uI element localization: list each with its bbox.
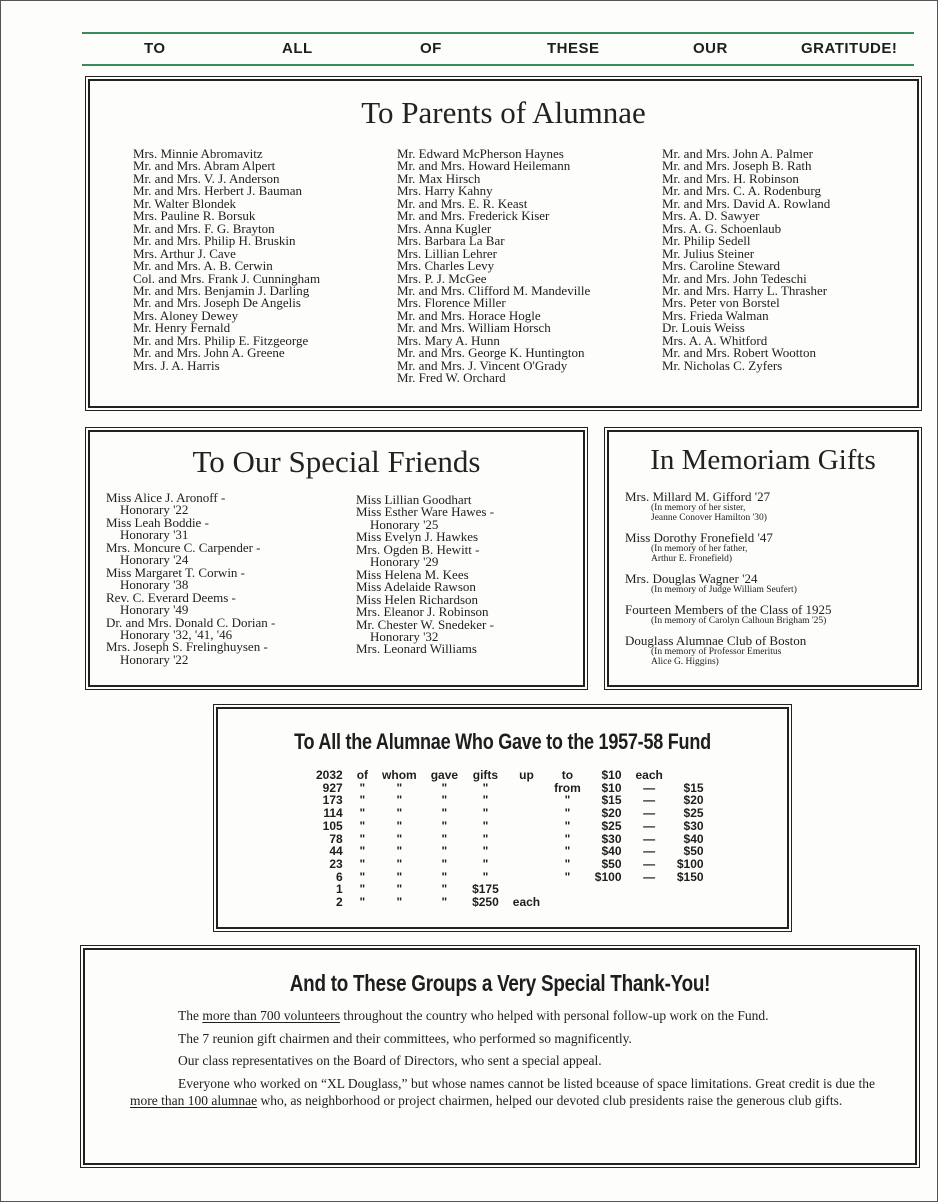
parent-name: Mr. and Mrs. David A. Rowland [662, 195, 831, 211]
fund-count: 173 [322, 793, 343, 808]
parent-name: Mr. and Mrs. F. G. Brayton [133, 220, 275, 236]
friend-name: Miss Adelaide Rawson [356, 579, 476, 595]
fund-count: 1 [336, 882, 343, 897]
parent-name: Mrs. Arthur J. Cave [133, 245, 236, 261]
parent-name: Mr. and Mrs. E. R. Keast [397, 195, 528, 211]
paragraph-reunion: The 7 reunion gift chairmen and their committees, who performed so magnificently. [178, 1030, 632, 1046]
fund-count: 2032 [316, 768, 343, 782]
fund-count: 114 [323, 806, 343, 821]
fund-word: " [441, 831, 448, 846]
fund-word: " [359, 844, 366, 859]
banner-word: ALL [282, 40, 313, 57]
parent-name: Mr. and Mrs. Robert Wootton [662, 345, 816, 361]
fund-dash: each [635, 768, 663, 782]
fund-amount-high: $20 [683, 793, 704, 808]
parent-name: Mr. Walter Blondek [133, 195, 237, 211]
memoriam-note: (In memory of Judge William Seufert) [651, 585, 797, 595]
fund-dash: — [643, 844, 656, 859]
parent-name: Mr. Max Hirsch [397, 170, 481, 186]
parent-name: Mrs. Caroline Steward [662, 258, 781, 274]
fund-amount-low: $15 [601, 793, 622, 808]
fund-word: " [564, 856, 571, 871]
fund-word: $175 [472, 882, 499, 897]
parent-name: Mrs. Pauline R. Borsuk [133, 208, 256, 224]
fund-word: " [564, 844, 571, 859]
volunteers-underline: more than 700 volunteers [202, 1008, 340, 1023]
parent-name: Mr. and Mrs. Abram Alpert [133, 158, 276, 174]
text: who, as neighborhood or project chairmen, helped our devoted club presidents raise the generous club gifts. [257, 1093, 843, 1108]
memoriam-donor: Miss Dorothy Fronefield '47 [625, 530, 773, 545]
memoriam-entry [625, 490, 832, 523]
parent-name: Mr. and Mrs. Howard Heilemann [397, 158, 571, 174]
fund-word: " [564, 793, 571, 808]
parent-name: Mr. and Mrs. V. J. Anderson [133, 170, 280, 186]
friend-name: Miss Leah Boddie - [106, 514, 209, 530]
fund-word: " [396, 882, 403, 897]
friend-name: Miss Alice J. Aronoff - [106, 490, 226, 505]
fund-word [506, 858, 547, 871]
fund-word: " [396, 844, 403, 859]
parent-name: Mr. and Mrs. Herbert J. Bauman [133, 183, 302, 199]
fund-row [316, 820, 711, 833]
parent-name: Mr. Philip Sedell [662, 233, 751, 249]
fund-word: " [441, 844, 448, 859]
fund-word [506, 794, 547, 807]
fund-word: " [482, 818, 489, 833]
fund-word: " [482, 806, 489, 821]
fund-word [506, 820, 547, 833]
fund-word: " [359, 793, 366, 808]
paragraph-xl-douglass [130, 1075, 875, 1110]
fund-word: " [359, 831, 366, 846]
friend-name: Rev. C. Everard Deems - [106, 589, 236, 605]
parent-name: Mrs. A. A. Whitford [662, 332, 768, 348]
fund-amount-low: $10 [601, 780, 622, 795]
parent-name: Mr. and Mrs. John A. Greene [133, 345, 285, 361]
parent-name: Mr. and Mrs. John A. Palmer [662, 146, 813, 161]
fund-amount-high: $50 [683, 844, 704, 859]
friends-column-2 [356, 494, 494, 656]
fund-word: whom [382, 768, 417, 782]
memoriam-entry [625, 572, 832, 595]
friend-honorary: Honorary '32 [370, 628, 439, 644]
parent-name: Mrs. Anna Kugler [397, 220, 492, 236]
fund-dash: — [643, 780, 656, 795]
friend-name: Mrs. Leonard Williams [356, 641, 477, 657]
fund-word: " [482, 780, 489, 795]
friends-box [88, 430, 585, 687]
fund-amount-high: $25 [683, 806, 704, 821]
banner-word: OUR [693, 40, 728, 57]
alumnae-underline: more than 100 alumnae [130, 1093, 258, 1108]
fund-word: " [441, 856, 448, 871]
fund-word [506, 833, 547, 846]
friend-name: Mr. Chester W. Snedeker - [356, 616, 494, 632]
fund-word: " [482, 831, 489, 846]
fund-word [506, 871, 547, 884]
fund-amount-low: $100 [594, 869, 622, 884]
parent-name: Mrs. Aloney Dewey [133, 307, 239, 323]
fund-word: to [561, 768, 574, 782]
parents-box [88, 79, 919, 408]
parent-name: Mr. and Mrs. J. Vincent O'Grady [397, 357, 568, 373]
parent-name: Mr. and Mrs. William Horsch [397, 320, 551, 336]
memoriam-box [607, 430, 919, 687]
parent-name: Mr. and Mrs. Frederick Kiser [397, 208, 550, 224]
fund-word: " [359, 869, 366, 884]
parents-title: To Parents of Alumnae [361, 95, 646, 130]
parent-name: Mrs. A. G. Schoenlaub [662, 220, 782, 236]
friend-honorary: Honorary '22 [120, 651, 189, 667]
memoriam-note: (In memory of her father, [651, 544, 748, 554]
fund-word: up [519, 768, 534, 782]
friend-name: Mrs. Moncure C. Carpender - [106, 539, 261, 555]
parent-name: Mrs. Barbara La Bar [397, 233, 505, 249]
fund-word: " [396, 895, 403, 910]
parents-column-1 [133, 148, 320, 372]
fund-count: 44 [329, 844, 343, 859]
friend-name: Miss Esther Ware Hawes - [356, 504, 495, 520]
fund-dash: — [643, 831, 656, 846]
fund-amount-high: $30 [683, 818, 704, 833]
fund-word: " [441, 818, 448, 833]
memoriam-note: Arthur E. Fronefield) [651, 554, 732, 564]
fund-amount-low [588, 896, 629, 909]
fund-box [216, 707, 789, 929]
parent-name: Mr. and Mrs. Philip H. Bruskin [133, 233, 296, 249]
parent-name: Mr. and Mrs. Horace Hogle [397, 307, 541, 323]
fund-count: 2 [336, 895, 343, 910]
fund-word: " [564, 869, 571, 884]
fund-dash [629, 896, 670, 909]
fund-row [316, 807, 711, 820]
fund-word: " [564, 831, 571, 846]
text: Everyone who worked on “XL Douglass,” but whose names cannot be listed bceause of space limitations. Great credit is due the [178, 1075, 875, 1091]
friend-honorary: Honorary '32, '41, '46 [120, 626, 233, 642]
parent-name: Mr. and Mrs. A. B. Cerwin [133, 258, 273, 274]
parent-name: Mr. Fred W. Orchard [397, 370, 506, 386]
gratitude-banner [82, 32, 914, 66]
parent-name: Dr. Louis Weiss [662, 320, 745, 336]
fund-word: " [359, 895, 366, 910]
parent-name: Mr. and Mrs. C. A. Rodenburg [662, 183, 822, 199]
friends-title: To Our Special Friends [192, 444, 481, 479]
friend-honorary: Honorary '29 [370, 554, 439, 570]
fund-word [547, 883, 588, 896]
fund-amount-low: $40 [601, 844, 622, 859]
groups-box [83, 948, 917, 1165]
paragraph-class-reps: Our class representatives on the Board of Directors, who sent a special appeal. [178, 1053, 602, 1068]
fund-word: " [441, 793, 448, 808]
fund-amount-high: $40 [683, 831, 704, 846]
parent-name: Mr. Nicholas C. Zyfers [662, 357, 783, 373]
parent-name: Mrs. P. J. McGee [397, 270, 487, 286]
fund-row [316, 858, 711, 871]
parent-name: Mr. and Mrs. Joseph B. Rath [662, 158, 812, 174]
fund-amount-low: $50 [601, 856, 622, 871]
fund-count: 78 [329, 831, 343, 846]
fund-word: $250 [472, 895, 499, 910]
parent-name: Mr. and Mrs. Harry L. Thrasher [662, 282, 828, 298]
fund-amount-high [670, 896, 711, 909]
memoriam-donor: Douglass Alumnae Club of Boston [625, 633, 807, 648]
memoriam-donor: Mrs. Millard M. Gifford '27 [625, 489, 771, 504]
parent-name: Mr. and Mrs. H. Robinson [662, 170, 799, 186]
fund-word: " [396, 806, 403, 821]
banner-word: THESE [547, 40, 600, 57]
fund-amount-low: $25 [601, 818, 622, 833]
friend-name: Mrs. Joseph S. Frelinghuysen - [106, 639, 268, 655]
friend-honorary: Honorary '31 [120, 527, 189, 543]
paragraph-volunteers [130, 1007, 875, 1025]
friend-name: Miss Lillian Goodhart [356, 492, 472, 507]
friend-name: Mrs. Eleanor J. Robinson [356, 604, 489, 620]
fund-title: To All the Alumnae Who Gave to the 1957-58 Fund [294, 729, 711, 754]
fund-word: " [441, 869, 448, 884]
groups-paragraphs [130, 1007, 875, 1115]
text: The [178, 1008, 203, 1023]
fund-dash: — [643, 869, 656, 884]
fund-amount-high: $150 [676, 869, 704, 884]
fund-count: 6 [336, 869, 343, 884]
fund-word: " [564, 806, 571, 821]
fund-word [506, 782, 547, 795]
parent-name: Mrs. Frieda Walman [662, 307, 769, 323]
friend-honorary: Honorary '24 [120, 552, 189, 568]
parent-name: Mr. and Mrs. John Tedeschi [662, 270, 807, 286]
friend-name: Miss Helena M. Kees [356, 566, 469, 582]
parent-name: Mrs. Mary A. Hunn [397, 332, 500, 348]
friend-honorary: Honorary '38 [120, 577, 189, 593]
fund-word: " [564, 818, 571, 833]
fund-amount-low: $20 [601, 806, 622, 821]
fund-dash [629, 883, 670, 896]
fund-amount-high: $15 [683, 780, 704, 795]
fund-word: " [441, 882, 448, 897]
fund-word [547, 896, 588, 909]
parent-name: Mr. and Mrs. George K. Huntington [397, 345, 585, 361]
friend-honorary: Honorary '25 [370, 516, 439, 532]
fund-amount-high [670, 883, 711, 896]
fund-amount-high: $100 [676, 856, 704, 871]
banner-word: OF [420, 40, 442, 57]
fund-word: " [396, 831, 403, 846]
fund-word: " [396, 869, 403, 884]
fund-dash: — [643, 818, 656, 833]
friend-name: Miss Margaret T. Corwin - [106, 564, 246, 580]
parent-name: Mrs. Charles Levy [397, 258, 495, 274]
parent-name: Mrs. Lillian Lehrer [397, 245, 497, 261]
fund-word: " [441, 895, 448, 910]
fund-word: " [396, 793, 403, 808]
fund-row [316, 871, 711, 884]
banner-word: GRATITUDE! [801, 40, 898, 57]
fund-amount-low [588, 883, 629, 896]
memoriam-donor: Mrs. Douglas Wagner '24 [625, 571, 758, 586]
fund-word: " [482, 844, 489, 859]
fund-amount-low: $10 [601, 768, 622, 782]
fund-word [506, 807, 547, 820]
fund-amount-high [670, 769, 711, 782]
fund-count: 927 [322, 780, 343, 795]
parent-name: Mrs. Minnie Abromavitz [133, 146, 263, 161]
parent-name: Mrs. Florence Miller [397, 295, 506, 311]
fund-word: " [482, 856, 489, 871]
parent-name: Col. and Mrs. Frank J. Cunningham [133, 270, 321, 286]
memoriam-list [625, 490, 832, 675]
fund-dash: — [643, 806, 656, 821]
fund-row [316, 896, 711, 909]
memoriam-note: (In memory of her sister, [651, 503, 746, 513]
parent-name: Mrs. J. A. Harris [133, 357, 220, 373]
friend-name: Dr. and Mrs. Donald C. Dorian - [106, 614, 276, 630]
fund-word: " [359, 806, 366, 821]
memoriam-entry [625, 603, 832, 626]
fund-word: from [554, 780, 581, 795]
friend-honorary: Honorary '49 [120, 602, 189, 618]
fund-word [506, 845, 547, 858]
fund-word: " [482, 793, 489, 808]
fund-count: 105 [322, 818, 343, 833]
parent-name: Mr. Henry Fernald [133, 320, 231, 336]
parent-name: Mrs. A. D. Sawyer [662, 208, 760, 224]
parent-name: Mr. and Mrs. Clifford M. Mandeville [397, 282, 591, 298]
parent-name: Mrs. Peter von Borstel [662, 295, 780, 311]
parent-name: Mr. Julius Steiner [662, 245, 755, 261]
fund-word: " [396, 856, 403, 871]
parent-name: Mr. and Mrs. Benjamin J. Darling [133, 282, 310, 298]
groups-title: And to These Groups a Very Special Thank-You! [289, 970, 711, 996]
friend-name: Mrs. Ogden B. Hewitt - [356, 541, 480, 557]
fund-word: " [482, 869, 489, 884]
memoriam-note: (In memory of Carolyn Calhoun Brigham '25) [651, 616, 827, 626]
fund-word: each [512, 895, 541, 910]
memoriam-title: In Memoriam Gifts [650, 444, 876, 476]
memoriam-entry [625, 531, 832, 564]
fund-word: " [441, 806, 448, 821]
memoriam-note: Alice G. Higgins) [651, 657, 719, 667]
fund-word: " [396, 818, 403, 833]
parents-column-2 [397, 148, 590, 385]
friends-column-1 [106, 492, 275, 666]
fund-word: " [359, 856, 366, 871]
fund-row [316, 769, 711, 782]
fund-word: " [441, 780, 448, 795]
fund-word: " [359, 882, 366, 897]
fund-word: gifts [472, 768, 499, 782]
friend-honorary: Honorary '22 [120, 502, 189, 518]
memoriam-note: Jeanne Conover Hamilton '30) [651, 513, 767, 523]
fund-word: " [396, 780, 403, 795]
friend-name: Miss Helen Richardson [356, 591, 479, 607]
fund-dash: — [643, 856, 656, 871]
fund-amount-low: $30 [601, 831, 622, 846]
fund-dash: — [643, 793, 656, 808]
parents-column-3 [662, 148, 830, 372]
fund-count: 23 [329, 856, 343, 871]
memoriam-donor: Fourteen Members of the Class of 1925 [625, 602, 832, 617]
parent-name: Mrs. Harry Kahny [397, 183, 493, 199]
fund-word: of [356, 768, 369, 782]
friend-name: Miss Evelyn J. Hawkes [356, 529, 479, 545]
fund-word: gave [430, 768, 459, 782]
fund-table [316, 769, 711, 909]
fund-word: " [359, 818, 366, 833]
parent-name: Mr. and Mrs. Joseph De Angelis [133, 295, 301, 311]
text: throughout the country who helped with personal follow-up work on the Fund. [339, 1008, 769, 1023]
fund-word: " [359, 780, 366, 795]
parent-name: Mr. and Mrs. Philip E. Fitzgeorge [133, 332, 309, 348]
memoriam-note: (In memory of Professor Emeritus [651, 647, 782, 657]
memoriam-entry [625, 634, 832, 667]
parent-name: Mr. Edward McPherson Haynes [397, 146, 564, 161]
banner-word: TO [144, 40, 166, 57]
